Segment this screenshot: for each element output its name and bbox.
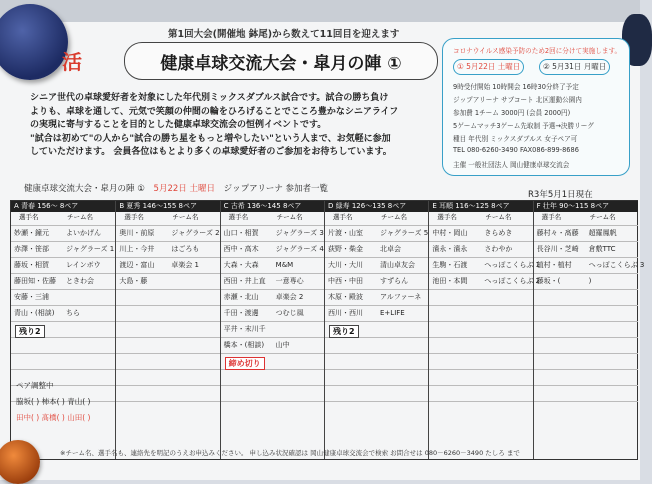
team-name: 一意専心 <box>275 277 304 285</box>
row-divider <box>429 289 533 290</box>
list-as-of: R3年5月1日現在 <box>528 190 593 200</box>
row-divider <box>11 353 115 354</box>
player-names: 荻野・柴金 <box>328 245 363 253</box>
row-divider <box>534 353 638 354</box>
table-row <box>534 258 645 272</box>
notice-head: コロナウイルス感染予防のため2回に分けて実施します。 <box>453 47 622 55</box>
row-divider <box>534 321 638 322</box>
table-row <box>534 226 638 240</box>
player-names: 大島・藤 <box>119 277 148 285</box>
row-divider <box>116 353 220 354</box>
intro-line: "試合は初めて"の人から"試合の勝ち星をもっと増やしたい"という人まで、お気軽に参加 <box>30 133 391 144</box>
division-header: C 古希 136～145 8ペア <box>221 201 325 212</box>
list-venue: ジップアリーナ 参加者一覧 <box>223 184 329 194</box>
row-divider <box>221 401 325 402</box>
table-row <box>116 274 220 288</box>
team-name: よいかげん <box>66 229 101 237</box>
row-divider <box>429 305 533 306</box>
player-names: 奥川・前原 <box>119 229 155 237</box>
intro-text <box>30 92 440 160</box>
row-divider <box>325 401 429 402</box>
team-name: へっぽこくらぶ 1 <box>484 261 541 269</box>
team-col-label: チーム名 <box>276 213 303 221</box>
table-row <box>534 274 638 288</box>
player-names: 西川・西川 <box>328 309 363 317</box>
table-row <box>116 226 220 240</box>
team-name: E+LIFE <box>380 309 405 317</box>
team-name: へっぽこくらぶ 3 <box>588 261 645 269</box>
team-col-label: チーム名 <box>485 213 512 221</box>
status-stamp: 残り2 <box>329 325 359 338</box>
table-row <box>325 242 429 256</box>
player-names: 藤坂・相賀 <box>14 261 49 269</box>
table-row <box>534 242 638 256</box>
player-names: 中西・中田 <box>328 277 363 285</box>
row-divider <box>116 321 220 322</box>
pair-adjusting <box>16 380 136 428</box>
table-row <box>221 322 325 336</box>
notice-row: 5ゲームマッチ3ゲーム先取制 予選→決勝リーグ <box>453 122 594 130</box>
table-row <box>116 258 220 272</box>
notice-row: 種目 年代別 ミックスダブルス 女子ペア可 <box>453 135 578 143</box>
team-name: 山中 <box>275 341 290 349</box>
intro-line: よりも、卓球を通して、元気で笑顔の仲間の輪をひろげることでこころ豊かなシニアライフ <box>30 106 399 117</box>
row-divider <box>325 321 429 322</box>
team-name: アルファーネ <box>380 293 422 301</box>
table-row <box>429 258 541 272</box>
row-divider <box>116 337 220 338</box>
team-name: 卓楽会 2 <box>275 293 304 301</box>
table-row <box>429 242 533 256</box>
notice-row: ジップアリーナ サブコート 北区運動公園内 <box>453 96 582 104</box>
division-header: A 青春 156～ 8ペア <box>11 201 115 212</box>
list-title: 健康卓球交流大会・皐月の陣 ① <box>24 184 145 194</box>
player-names: 渡辺・富山 <box>119 261 155 269</box>
player-names: 中村・岡山 <box>432 229 468 237</box>
player-names: 青山・(相談) <box>14 309 55 317</box>
row-divider <box>429 321 533 322</box>
table-row <box>221 338 325 352</box>
division-column <box>324 201 429 459</box>
pair-row: 田中( ) 髙橋( ) 山田( ) <box>16 413 91 422</box>
list-date: 5月22日 土曜日 <box>153 184 215 194</box>
team-name: 清山卓友会 <box>380 261 415 269</box>
division-header: D 緑寿 126～135 8ペア <box>325 201 429 212</box>
date-option-2: ② 5月31日 月曜日 <box>539 59 610 75</box>
team-name: レインボウ <box>66 261 101 269</box>
event-title: 健康卓球交流大会・皐月の陣 ① <box>160 54 402 74</box>
player-names: 妙瀬・鐘元 <box>14 229 49 237</box>
row-divider <box>11 321 115 322</box>
player-names: 千田・渡邊 <box>223 309 259 317</box>
date-option-1: ① 5月22日 土曜日 <box>453 59 524 75</box>
team-name: ちら <box>66 309 80 317</box>
player-names: 西田・井上直 <box>223 277 266 285</box>
table-row <box>11 258 115 272</box>
status-stamp: 締め切り <box>225 357 265 370</box>
table-row <box>11 306 115 320</box>
row-divider <box>221 353 325 354</box>
row-divider <box>534 305 638 306</box>
player-col-label: 選手名 <box>437 213 457 221</box>
table-row <box>11 290 115 304</box>
team-name: 超羅鳳帆 <box>588 229 617 237</box>
notice-row: 9時受付開始 10時開会 16時30分終了予定 <box>453 83 579 91</box>
player-names: 山口・相賀 <box>223 229 259 237</box>
notice-box <box>442 38 630 176</box>
title-banner <box>124 42 438 80</box>
team-name: すずらん <box>380 277 409 285</box>
team-name: ジャグラーズ 4 <box>275 245 324 253</box>
row-divider <box>429 337 533 338</box>
division-header: F 壮年 90～115 8ペア <box>534 201 638 212</box>
table-row <box>116 242 220 256</box>
row-divider <box>429 369 533 370</box>
table-row <box>221 258 325 272</box>
footer-note: ※チーム名、選手名も、連絡先を明記のうえお申込みください。 申し込み状況確認は 岡山健康卓球交流会で検索 お問合せは 080－6260－3490 たしろ まで <box>60 449 520 457</box>
table-row <box>325 274 429 288</box>
table-row <box>221 242 325 256</box>
team-name: ときわ会 <box>66 277 94 285</box>
player-names: 大森・大森 <box>223 261 259 269</box>
player-col-label: 選手名 <box>228 213 249 221</box>
row-divider <box>116 305 220 306</box>
player-col-label: 選手名 <box>541 213 562 221</box>
row-divider <box>429 385 533 386</box>
row-divider <box>534 337 638 338</box>
player-names: 藤村々・髙藤 <box>536 229 579 237</box>
player-names: 藤田知・佐藤 <box>14 277 56 285</box>
team-name: きらめき <box>484 229 513 237</box>
notice-row: 参加費 1チーム 3000円 (会員 2000円) <box>453 109 571 117</box>
player-col-label: 選手名 <box>333 213 353 221</box>
player-names: 池田・本間 <box>432 277 468 285</box>
row-divider <box>534 369 638 370</box>
team-name: 卓楽会 1 <box>171 261 200 269</box>
player-names: 赤澤・笹部 <box>14 245 49 253</box>
table-row <box>221 290 325 304</box>
division-header: E 耳順 116～125 8ペア <box>429 201 533 212</box>
team-col-label: チーム名 <box>172 213 199 221</box>
player-names: 川上・今井 <box>119 245 155 253</box>
player-names: 大川・大川 <box>328 261 363 269</box>
pair-head: ペア調整中 <box>16 381 54 390</box>
team-col-label: チーム名 <box>381 213 407 221</box>
orange-pushpin-icon <box>0 440 40 484</box>
team-col-label: チーム名 <box>67 213 93 221</box>
player-names: 植村・植村 <box>536 261 572 269</box>
player-names: 西中・高木 <box>223 245 259 253</box>
row-divider <box>534 401 638 402</box>
row-divider <box>325 385 429 386</box>
intro-line: の実現に寄与することを目的とした健康卓球交流会の恒例イベントです。 <box>30 120 327 130</box>
table-row <box>221 226 325 240</box>
event-badge: 活 <box>62 50 82 74</box>
intro-line: していただけます。 会員各位はもとより多くの卓球愛好者のご参加をお待ちしています。 <box>30 147 392 157</box>
player-names: 藤坂・( <box>536 277 561 285</box>
table-row <box>325 290 429 304</box>
player-col-label: 選手名 <box>19 213 39 221</box>
table-row <box>429 274 541 288</box>
table-row <box>11 274 115 288</box>
division-header: B 夏秀 146～155 8ペア <box>116 201 220 212</box>
team-name: つむじ風 <box>275 309 304 317</box>
division-column <box>428 201 541 459</box>
list-header <box>24 182 444 194</box>
table-row <box>11 226 115 240</box>
player-names: 赤瀬・北山 <box>223 293 259 301</box>
team-col-label: チーム名 <box>589 213 616 221</box>
team-name: ジャグラーズ 5 <box>380 229 429 237</box>
team-name: ジャグラーズ 3 <box>275 229 324 237</box>
row-divider <box>429 353 533 354</box>
row-divider <box>325 369 429 370</box>
player-names: 橋本・(相談) <box>223 341 265 349</box>
table-row <box>325 226 429 240</box>
table-row <box>325 258 429 272</box>
notice-row: 主催 一般社団法人 岡山健康卓球交流会 <box>453 161 570 169</box>
team-name: ジャグラーズ 2 <box>171 229 220 237</box>
row-divider <box>116 369 220 370</box>
intro-line: シニア世代の卓球愛好者を対象にした年代別ミックスダブルス試合です。試合の勝ち負け <box>30 93 389 103</box>
team-name: へっぽこくらぶ 2 <box>484 277 541 285</box>
team-name: M&M <box>275 261 294 269</box>
player-names: 生駒・石渡 <box>432 261 468 269</box>
team-name: 倉敷TTC <box>588 245 616 253</box>
blue-pushpin-icon <box>0 4 68 80</box>
event-subtitle: 第1回大会(開催地 鉢尾)から数えて11回目を迎えます <box>168 29 400 40</box>
team-name: はごろも <box>171 245 200 253</box>
team-name: ) <box>588 277 592 285</box>
player-col-label: 選手名 <box>124 213 144 221</box>
table-row <box>429 226 533 240</box>
table-row <box>221 274 325 288</box>
team-name: 北卓会 <box>380 245 401 253</box>
team-name: さわやか <box>484 245 513 253</box>
player-names: 片渡・山室 <box>328 229 363 237</box>
team-name: ジャグラーズ 1 <box>66 245 115 253</box>
status-stamp: 残り2 <box>15 325 45 338</box>
row-divider <box>325 353 429 354</box>
player-names: 平井・末川千 <box>223 325 266 333</box>
wall-background <box>0 0 640 22</box>
row-divider <box>221 385 325 386</box>
row-divider <box>116 289 220 290</box>
division-column <box>533 201 645 459</box>
player-names: 安藤・三浦 <box>14 293 49 301</box>
division-column <box>220 201 325 459</box>
table-row <box>11 242 115 256</box>
pair-row: 脇坂( ) 柿本( ) 青山( ) <box>16 397 91 406</box>
player-names: 長谷川・芝崎 <box>536 245 579 253</box>
row-divider <box>429 401 533 402</box>
row-divider <box>534 289 638 290</box>
player-names: 濱永・濱永 <box>432 245 468 253</box>
row-divider <box>11 369 115 370</box>
notice-row: TEL 080-6260-3490 FAX086-899-8686 <box>453 146 579 154</box>
table-row <box>221 306 325 320</box>
row-divider <box>534 385 638 386</box>
table-row <box>325 306 429 320</box>
player-names: 木原・殿波 <box>328 293 363 301</box>
